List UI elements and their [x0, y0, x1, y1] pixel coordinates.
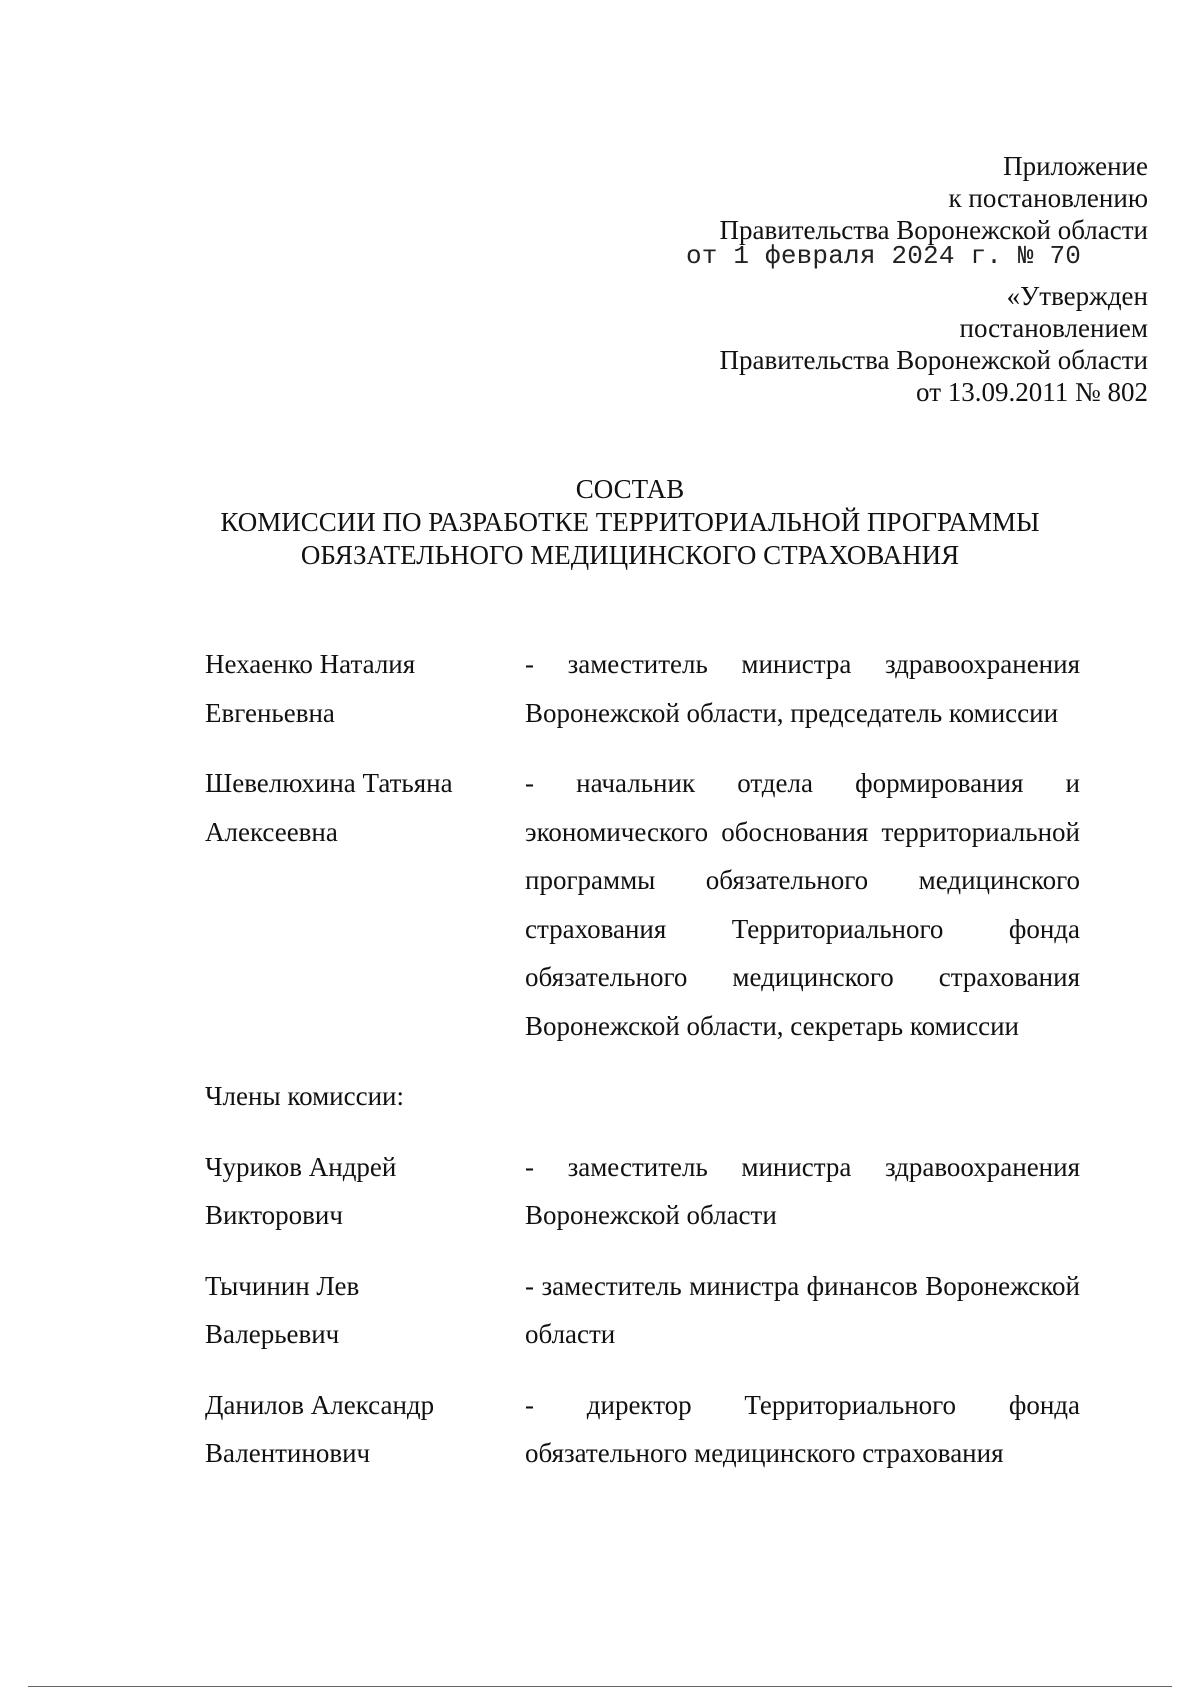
member-name-line: Валерьевич: [205, 1319, 340, 1349]
member-name-line: Данилов Александр: [205, 1389, 435, 1420]
member-name-line: Евгеньевна: [205, 697, 335, 728]
title-line: СОСТАВ: [575, 474, 685, 504]
member-name-line: Шевелюхина Татьяна: [205, 768, 453, 798]
approved-header: [588, 280, 1148, 408]
title-line: КОМИССИИ ПО РАЗРАБОТКЕ ТЕРРИТОРИАЛЬНОЙ ПРОГРАММЫ: [220, 507, 1040, 537]
appendix-header: [588, 150, 1148, 246]
member-role: - заместитель министра здравоохранения Воронежской области, председатель комиссии: [525, 649, 1080, 728]
appendix-line: Приложение: [1003, 151, 1148, 181]
member-role: - заместитель министра финансов Воронежской области: [525, 1270, 1080, 1349]
member-name: [205, 640, 525, 737]
member-role: - директор Территориального фонда обязательного медицинского страхования: [525, 1389, 1080, 1468]
member-name-line: Валентинович: [205, 1438, 371, 1468]
member-name-line: Нехаенко Наталия: [205, 649, 416, 679]
member-row: [205, 1381, 1080, 1478]
member-row-chair: [205, 640, 1080, 737]
approved-line: постановлением: [959, 313, 1148, 343]
member-name: [205, 759, 525, 1050]
member-role: - заместитель министра здравоохранения Воронежской области: [525, 1151, 1080, 1230]
member-name: [205, 1381, 525, 1478]
member-row-secretary: [205, 759, 1080, 1050]
member-row: [205, 1262, 1080, 1359]
commission-list: [205, 640, 1080, 1500]
document-title: [150, 473, 1110, 572]
member-role: - начальник отдела формирования и экономического обоснования территориальной программы обязательного медицинского страхования Территориального фонда обязательного медицинского страхования Воронежской области, секретарь комиссии: [525, 768, 1080, 1041]
member-name-line: Чуриков Андрей: [205, 1151, 397, 1182]
approved-line: Правительства Воронежской области: [719, 345, 1148, 375]
approved-line: «Утвержден: [1006, 281, 1148, 311]
members-section-label: Члены комиссии:: [205, 1081, 404, 1111]
member-name-line: Тычинин Лев: [205, 1270, 360, 1301]
appendix-line: Правительства Воронежской области: [719, 215, 1148, 245]
member-name-line: Викторович: [205, 1200, 343, 1230]
approved-line: от 13.09.2011 № 802: [916, 377, 1148, 407]
decree-date-stamp: от 1 февраля 2024 г. № 70: [686, 241, 1082, 271]
title-line: ОБЯЗАТЕЛЬНОГО МЕДИЦИНСКОГО СТРАХОВАНИЯ: [300, 540, 960, 570]
appendix-line: к постановлению: [948, 183, 1148, 213]
member-name: [205, 1143, 525, 1240]
member-name: [205, 1262, 525, 1359]
member-name-line: Алексеевна: [205, 816, 338, 847]
member-row: [205, 1143, 1080, 1240]
page-bottom-rule: [28, 1686, 1172, 1687]
